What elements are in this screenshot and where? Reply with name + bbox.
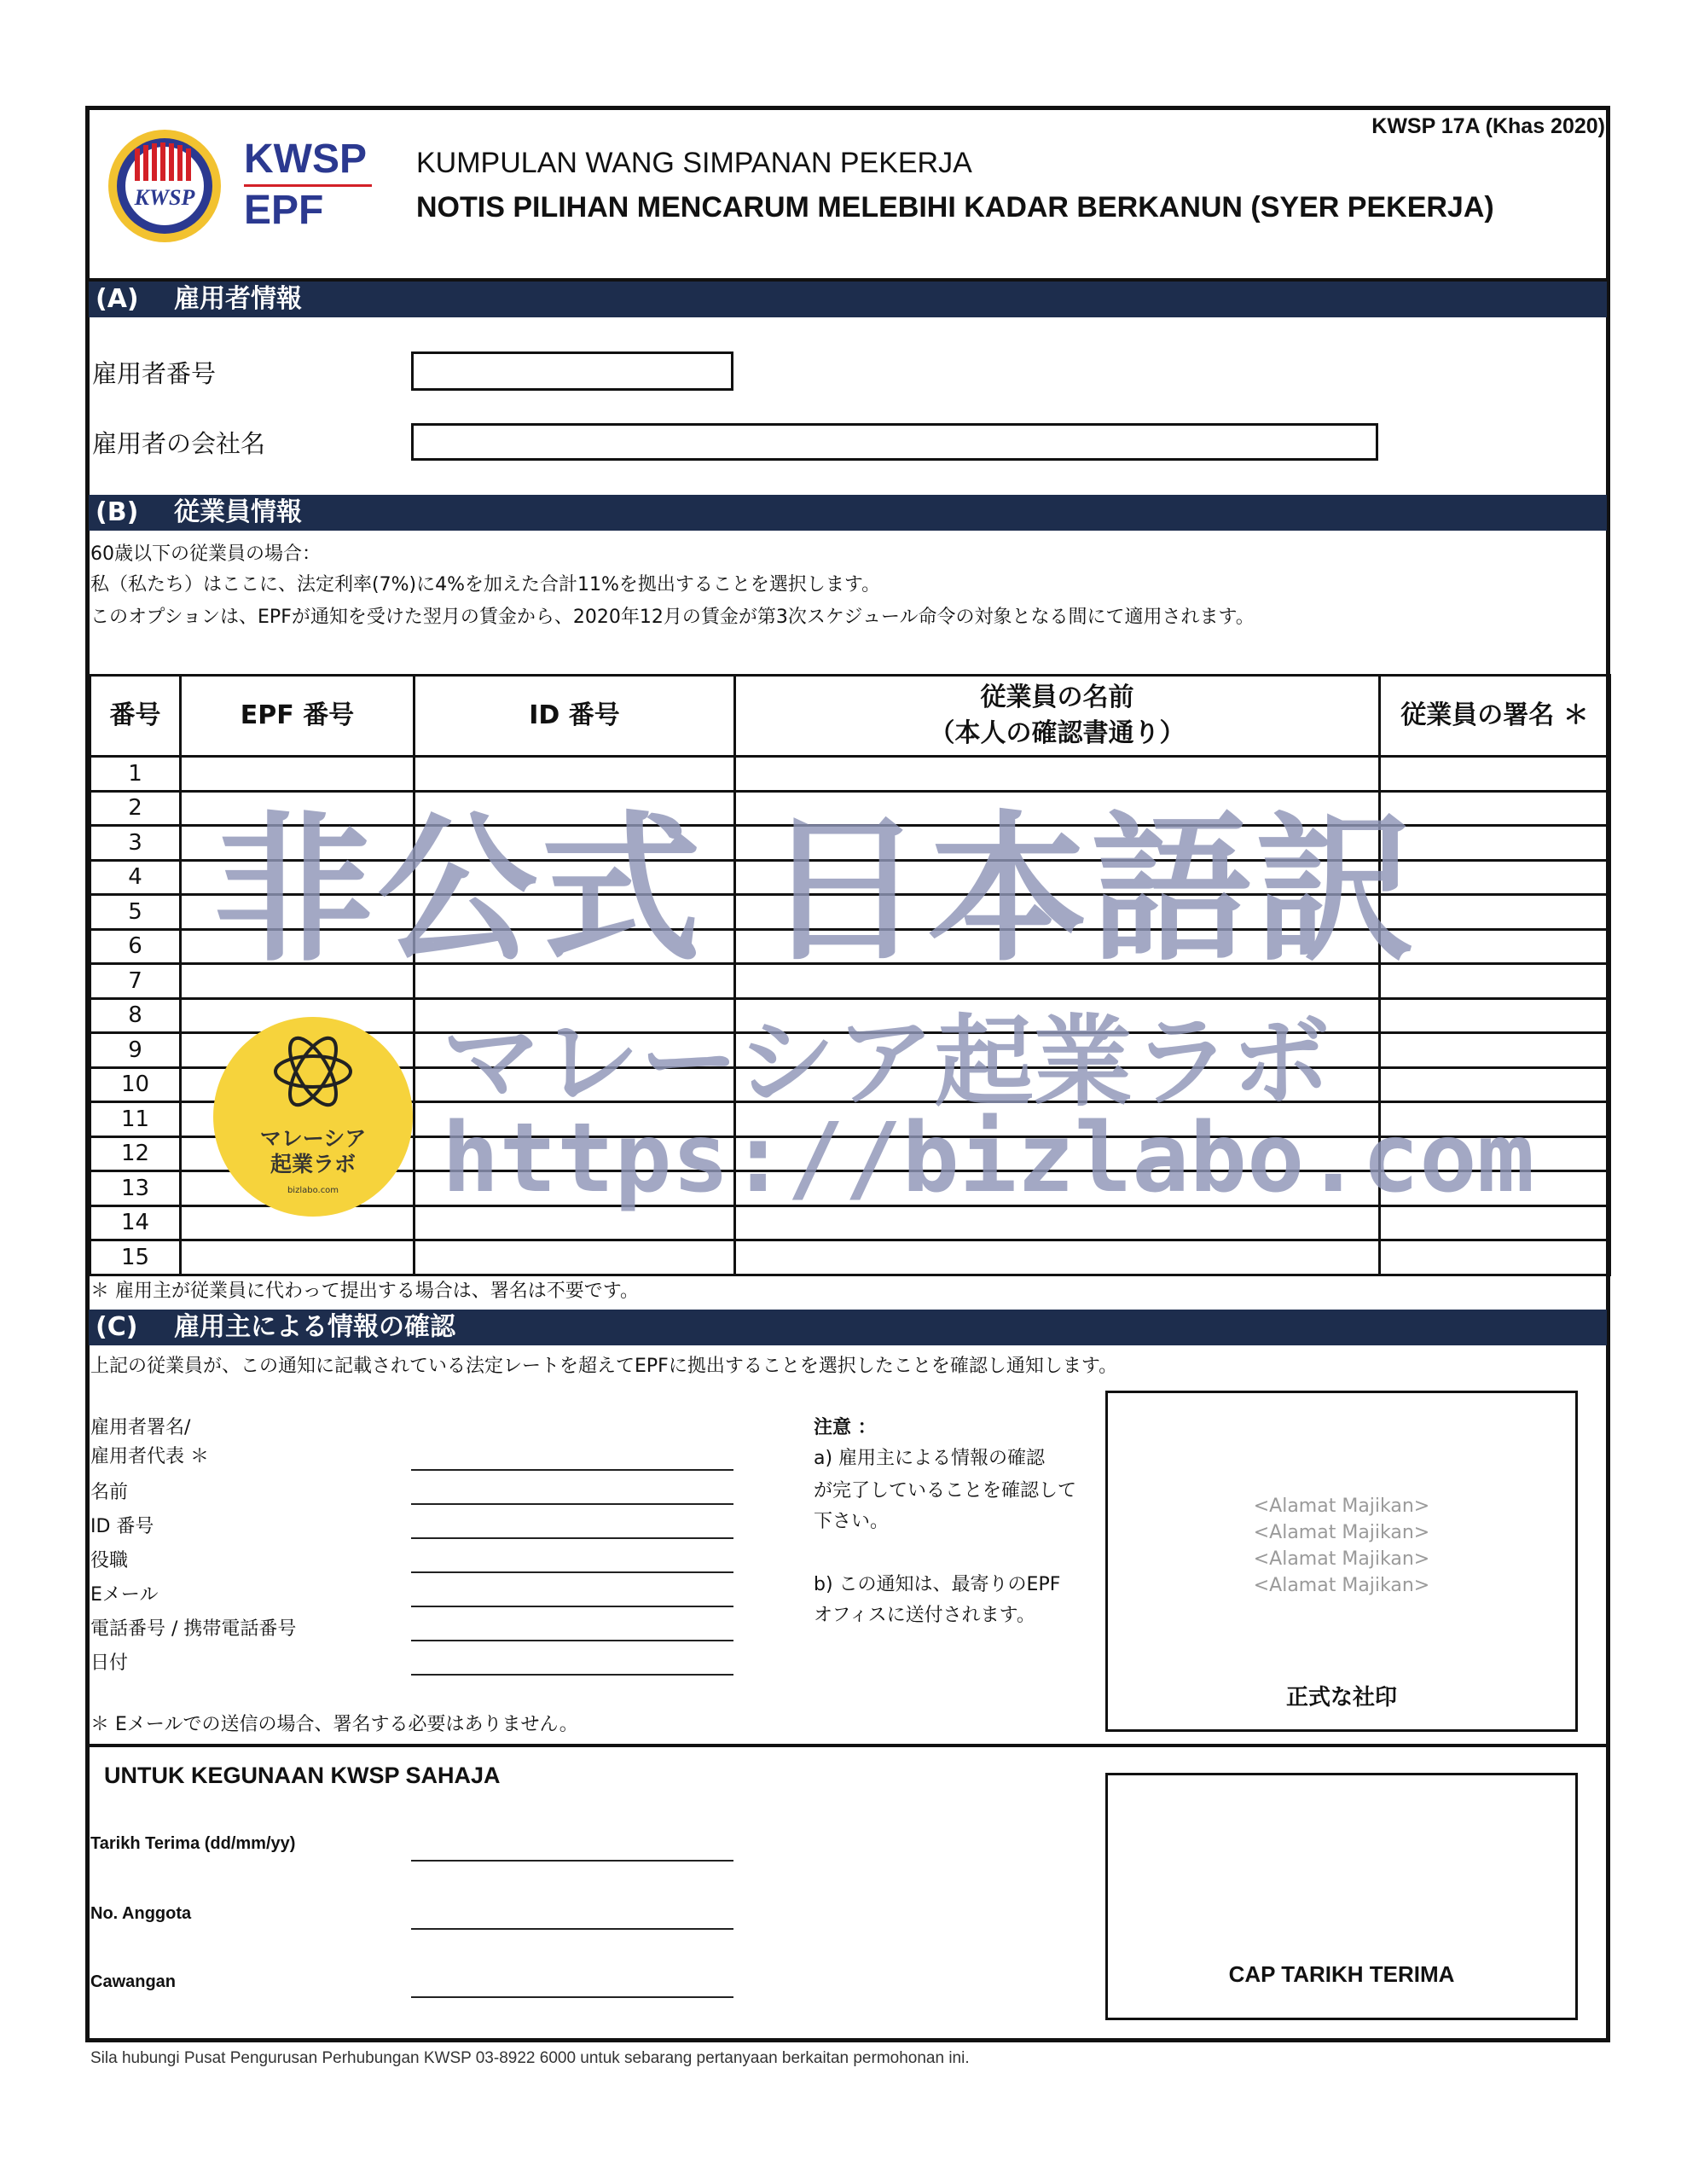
row-number-cell: 5 — [90, 895, 181, 930]
section-b-bar: (B) 従業員情報 — [89, 495, 1607, 531]
form-code: KWSP 17A (Khas 2020) — [1371, 114, 1605, 138]
row-number-cell: 4 — [90, 860, 181, 895]
name-label: 名前 — [90, 1482, 129, 1503]
address-placeholder-2: <Alamat Majikan> — [1253, 1522, 1430, 1543]
watermark-line-2: マレーシア起業ラボ — [442, 1005, 1330, 1120]
date-line[interactable] — [411, 1674, 733, 1676]
date-label: 日付 — [90, 1653, 129, 1674]
name-line[interactable] — [411, 1503, 733, 1505]
received-date-label: Tarikh Terima (dd/mm/yy) — [90, 1834, 296, 1853]
note-title: 注意 ： — [814, 1417, 877, 1438]
note-a-3: 下さい。 — [814, 1511, 890, 1532]
signature-label: 雇用者署名/ — [90, 1417, 191, 1438]
email-line[interactable] — [411, 1606, 733, 1607]
representative-label: 雇用者代表 ＊ — [90, 1446, 209, 1467]
address-placeholder-3: <Alamat Majikan> — [1253, 1548, 1430, 1570]
col-number: 番号 — [90, 676, 181, 757]
section-c-intro: 上記の従業員が、この通知に記載されている法定レートを超えてEPFに拠出することを選択したことを確認し通知します。 — [90, 1356, 1118, 1377]
address-placeholder-4: <Alamat Majikan> — [1253, 1575, 1430, 1596]
employee-name-cell[interactable] — [735, 1240, 1380, 1275]
member-number-label: No. Anggota — [90, 1904, 192, 1923]
section-b-note-2: 私（私たち）はここに、法定利率(7%)に4%を加えた合計11%を拠出することを選択します。 — [90, 574, 881, 595]
badge-line-2: 起業ラボ — [270, 1152, 356, 1176]
position-label: 役職 — [90, 1550, 129, 1571]
row-number-cell: 3 — [90, 826, 181, 861]
emblem-icon — [101, 126, 229, 246]
section-c-bar: (C) 雇用主による情報の確認 — [89, 1310, 1607, 1345]
row-number-cell: 1 — [90, 757, 181, 792]
member-number-line[interactable] — [411, 1928, 733, 1930]
bizlabo-badge — [213, 1017, 413, 1217]
col-id-number: ID 番号 — [415, 676, 735, 757]
branch-label: Cawangan — [90, 1972, 177, 1991]
employee-signature-cell[interactable] — [1380, 757, 1610, 792]
section-c-footnote: ＊ Eメールでの送信の場合、署名する必要はありません。 — [90, 1714, 578, 1735]
branch-line[interactable] — [411, 1996, 733, 1998]
employer-company-input[interactable] — [411, 423, 1378, 461]
received-stamp-box[interactable] — [1105, 1773, 1578, 2020]
form-title: NOTIS PILIHAN MENCARUM MELEBIHI KADAR BERKANUN (SYER PEKERJA) — [416, 191, 1494, 224]
svg-text:KWSP: KWSP — [134, 185, 195, 210]
employee-signature-cell[interactable] — [1380, 1240, 1610, 1275]
id-number-cell[interactable] — [415, 757, 735, 792]
badge-url: bizlabo.com — [287, 1186, 339, 1195]
id-number-cell[interactable] — [415, 1240, 735, 1275]
phone-label: 電話番号 / 携帯電話番号 — [90, 1618, 297, 1640]
row-number-cell: 11 — [90, 1102, 181, 1137]
section-a-bar: (A) 雇用者情報 — [89, 282, 1607, 317]
epf-number-cell[interactable] — [181, 757, 415, 792]
position-line[interactable] — [411, 1571, 733, 1573]
watermark-line-1: 非公式 日本語訳 — [213, 797, 1419, 984]
logo-kwsp-text: KWSP — [244, 136, 367, 182]
employee-signature-cell[interactable] — [1380, 1033, 1610, 1068]
row-number-cell: 6 — [90, 929, 181, 964]
watermark-line-3: https://bizlabo.com — [442, 1103, 1535, 1214]
note-a-1: a) 雇用主による情報の確認 — [814, 1448, 1046, 1469]
employer-number-input[interactable] — [411, 351, 733, 391]
employee-name-cell[interactable] — [735, 757, 1380, 792]
epf-number-cell[interactable] — [181, 1240, 415, 1275]
row-number-cell: 9 — [90, 1033, 181, 1068]
note-b-2: オフィスに送付されます。 — [814, 1605, 1035, 1626]
row-number-cell: 15 — [90, 1240, 181, 1275]
badge-line-1: マレーシア — [259, 1126, 367, 1151]
section-b-note-3: このオプションは、EPFが通知を受けた翌月の賃金から、2020年12月の賃金が第3次スケジュール命令の対象となる間にて適用されます。 — [90, 607, 1255, 628]
note-b-1: b) この通知は、最寄りのEPF — [814, 1574, 1061, 1595]
row-number-cell: 14 — [90, 1205, 181, 1240]
phone-line[interactable] — [411, 1640, 733, 1641]
row-number-cell: 2 — [90, 791, 181, 826]
email-label: Eメール — [90, 1584, 159, 1606]
employer-company-label: 雇用者の会社名 — [92, 429, 266, 458]
col-employee-name: 従業員の名前 （本人の確認書通り） — [735, 676, 1380, 757]
row-number-cell: 10 — [90, 1067, 181, 1102]
table-row — [90, 1240, 1610, 1275]
id-number-label: ID 番号 — [90, 1516, 154, 1537]
col-epf-number: EPF 番号 — [181, 676, 415, 757]
atom-icon — [270, 1029, 356, 1114]
received-stamp-label: CAP TARIKH TERIMA — [1228, 1961, 1455, 1987]
employer-number-label: 雇用者番号 — [92, 359, 217, 388]
signature-line[interactable] — [411, 1469, 733, 1471]
employee-signature-cell[interactable] — [1380, 1067, 1610, 1102]
row-number-cell: 12 — [90, 1136, 181, 1171]
row-number-cell: 8 — [90, 998, 181, 1033]
section-b-note-1: 60歳以下の従業員の場合： — [90, 543, 321, 565]
row-number-cell: 13 — [90, 1171, 181, 1206]
office-use-title: UNTUK KEGUNAAN KWSP SAHAJA — [104, 1763, 501, 1788]
logo-epf-text: EPF — [244, 188, 324, 233]
office-divider — [87, 1744, 1609, 1747]
received-date-line[interactable] — [411, 1860, 733, 1862]
org-name: KUMPULAN WANG SIMPANAN PEKERJA — [416, 147, 972, 179]
address-placeholder-1: <Alamat Majikan> — [1253, 1496, 1430, 1517]
id-number-line[interactable] — [411, 1537, 733, 1539]
company-stamp-box[interactable] — [1105, 1391, 1578, 1732]
row-number-cell: 7 — [90, 964, 181, 999]
footer-note: Sila hubungi Pusat Pengurusan Perhubungan KWSP 03-8922 6000 untuk sebarang pertanyaan berkaitan permohonan ini. — [90, 2049, 970, 2067]
employee-signature-cell[interactable] — [1380, 998, 1610, 1033]
col-employee-signature: 従業員の署名 ＊ — [1380, 676, 1610, 757]
company-stamp-label: 正式な社印 — [1285, 1685, 1397, 1711]
kwsp-logo — [101, 126, 382, 246]
table-row — [90, 757, 1610, 792]
section-b-footnote: ＊ 雇用主が従業員に代わって提出する場合は、署名は不要です。 — [90, 1281, 640, 1302]
note-a-2: が完了していることを確認して — [814, 1480, 1077, 1502]
